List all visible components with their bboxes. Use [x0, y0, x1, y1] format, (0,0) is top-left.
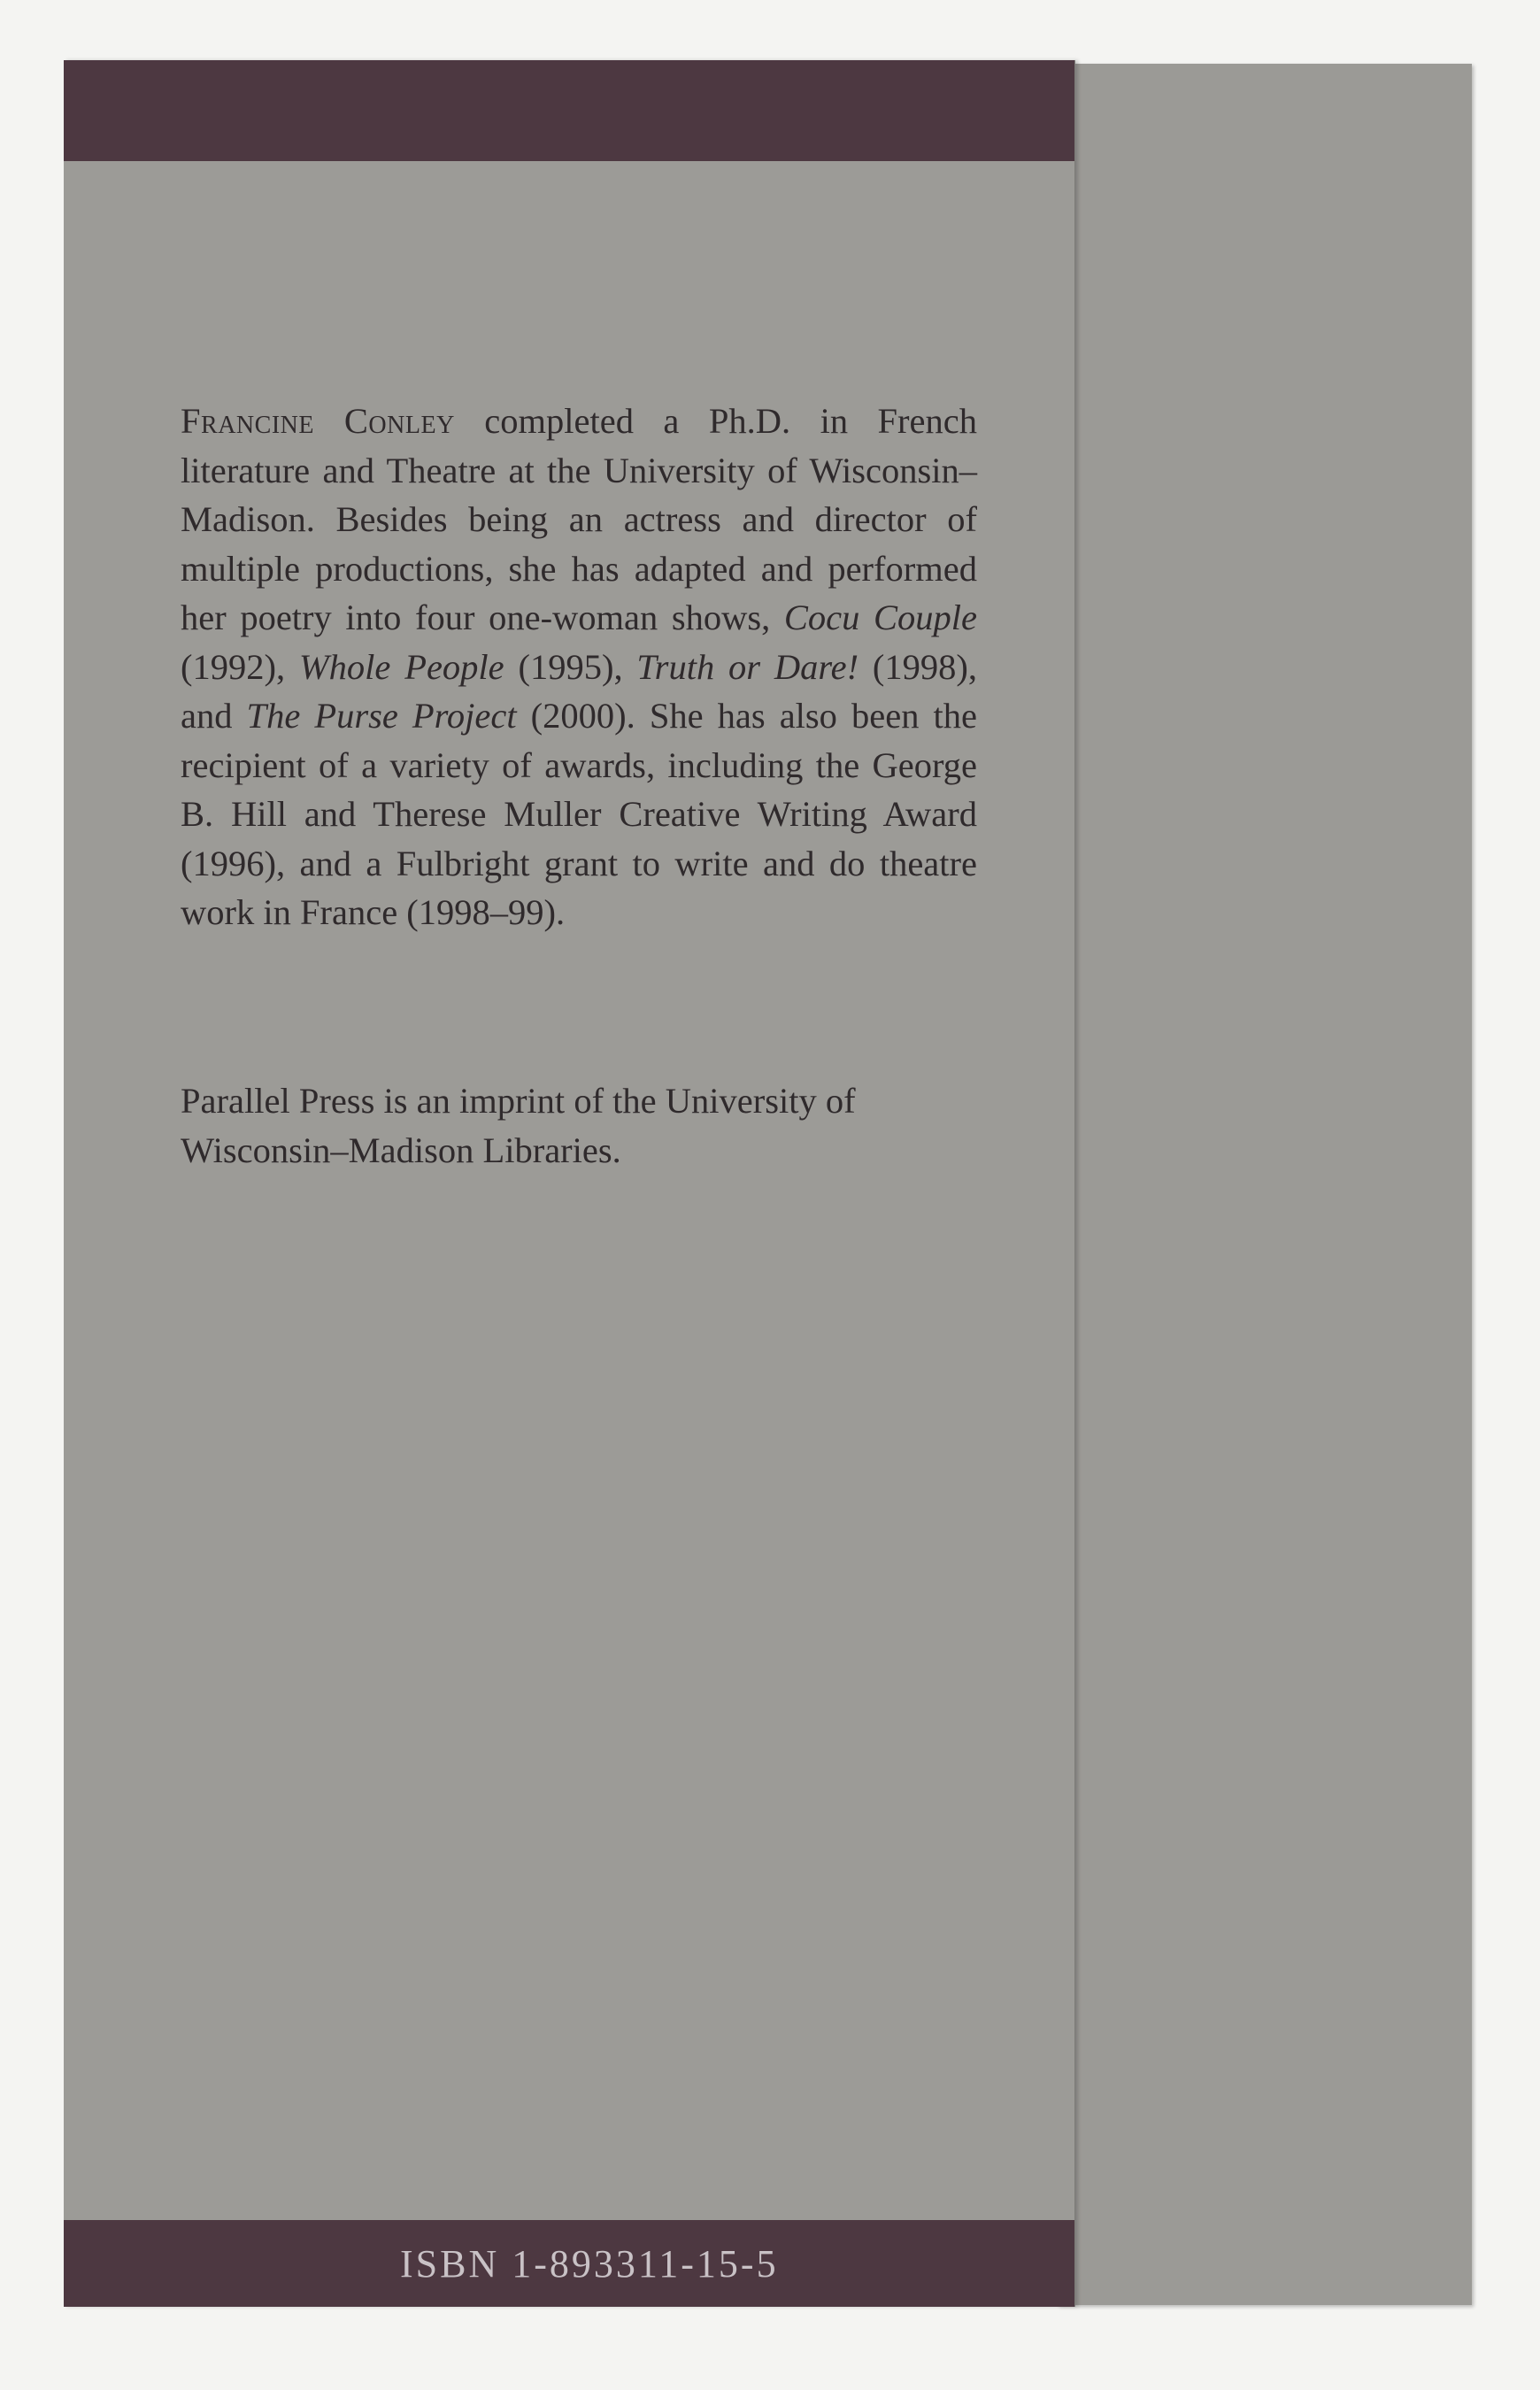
bio-segment: completed a Ph.D. in French literature and Theatre at the University of Wisconsin–Madison. Besides being an actress and director of multiple productions, she has adapted and performed her poetry into four one-woman shows, — [181, 401, 977, 637]
show-title: Cocu Couple — [783, 598, 977, 637]
back-cover — [64, 60, 1075, 2307]
bio-segment: (2000). She has also been the recipient of a variety of awards, including the George B. Hill and Therese Muller Creative Writing Award (1996), and a Fulbright grant to write and do theatre work in France (1998–99). — [181, 696, 977, 932]
top-color-band — [64, 60, 1074, 161]
show-title: Whole People — [298, 646, 504, 687]
bio-segment: (1998), and — [181, 646, 977, 736]
bio-segment: (1995), — [504, 646, 637, 687]
imprint-note: Parallel Press is an imprint of the University of Wisconsin–Madison Libraries. — [181, 1081, 856, 1170]
isbn-number: ISBN 1-893311-15-5 — [400, 2242, 779, 2286]
inner-flap — [1058, 64, 1472, 2305]
bio-segment: (1992), — [181, 646, 299, 687]
author-name: Francine Conley — [181, 401, 455, 441]
author-bio — [181, 397, 977, 937]
show-title: Truth or Dare! — [636, 646, 859, 687]
show-title: The Purse Project — [246, 696, 517, 736]
bottom-color-band — [64, 2220, 1074, 2307]
bio-text — [181, 401, 977, 932]
